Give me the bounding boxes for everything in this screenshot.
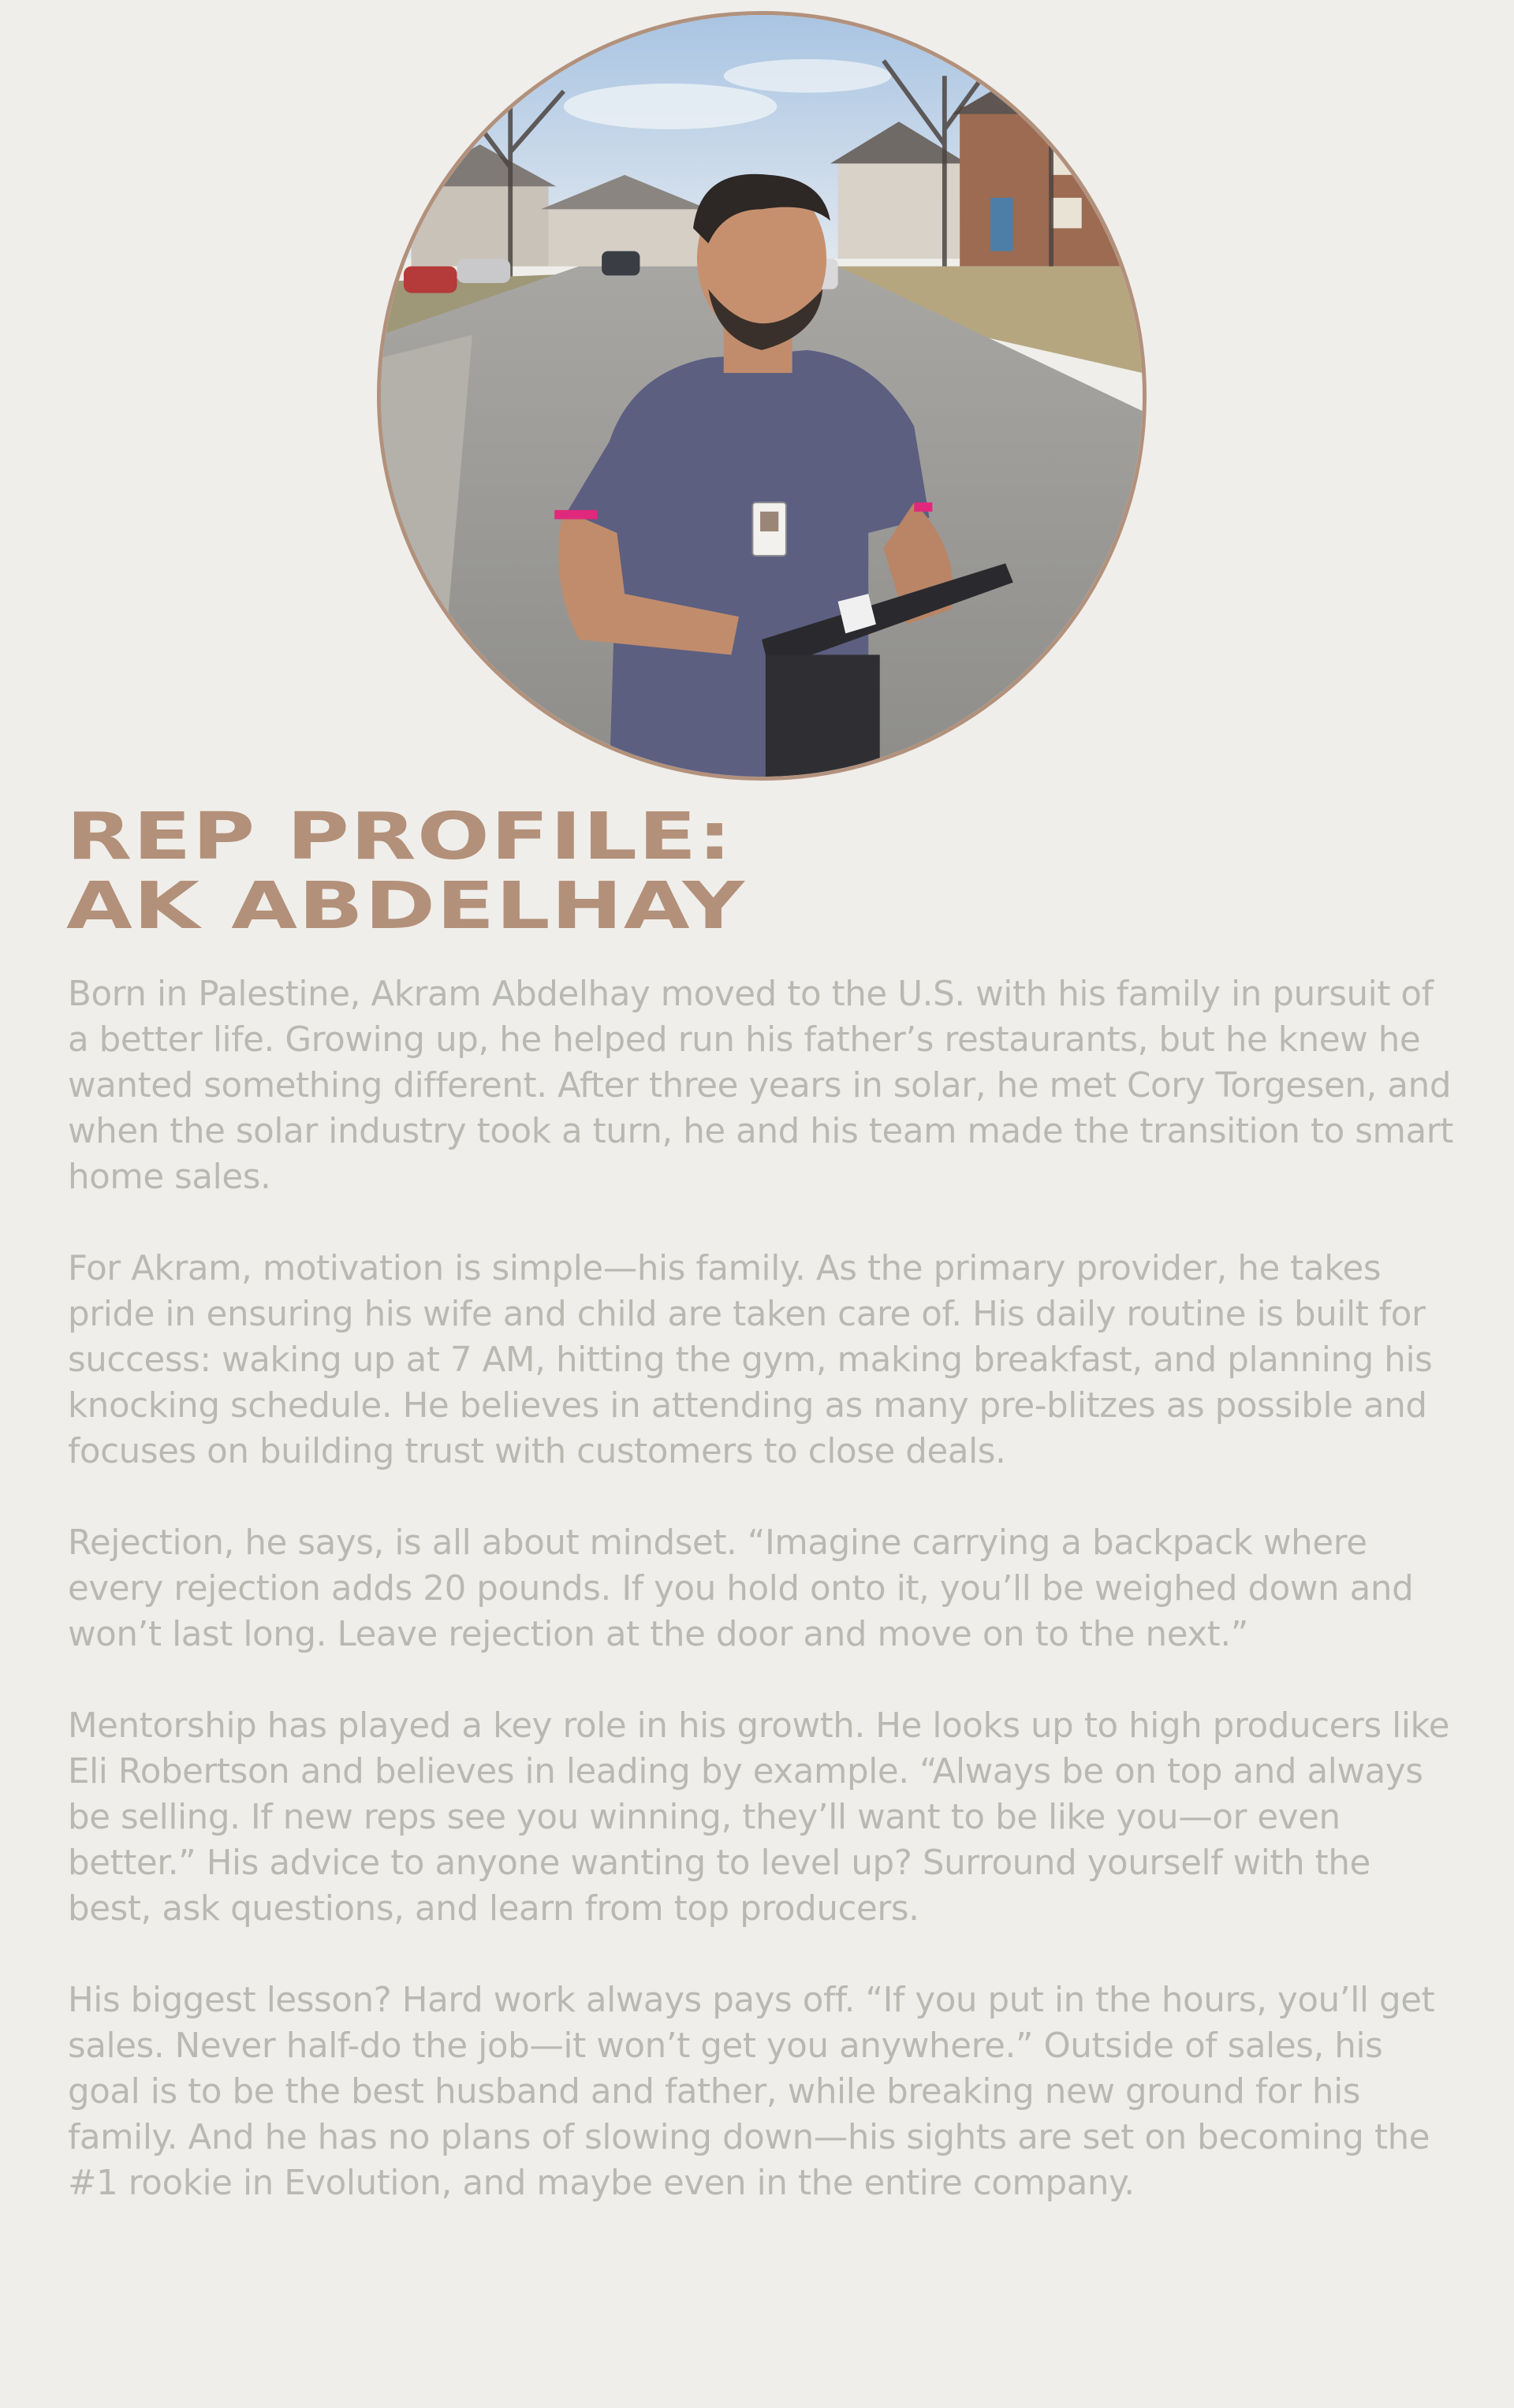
title-line-1: REP PROFILE:	[66, 800, 733, 874]
paragraph-3: Rejection, he says, is all about mindset. “Imagine carrying a backpack where every rejection adds 20 pounds. If you hold onto it, you’ll be weighed down and won’t last long. Leave rejection at the door and move on to the next.”	[68, 1523, 1414, 1654]
profile-body	[68, 971, 1464, 2206]
page-title	[66, 800, 746, 944]
paragraph-1: Born in Palestine, Akram Abdelhay moved to the U.S. with his family in pursuit of a better life. Growing up, he helped run his father’s restaurants, but he knew he wanted something different. After three years in solar, he met Cory Torgesen, and when the solar industry took a turn, he and his team made the transition to smart home sales.	[68, 975, 1453, 1197]
paragraph-5: His biggest lesson? Hard work always pays off. “If you put in the hours, you’ll get sales. Never half-do the job—it won’t get you anywhere.” Outside of sales, his goal is to be the best husband and father, while breaking new ground for his family. And he has no plans of slowing down—his sights are set on becoming the #1 rookie in Evolution, and maybe even in the entire company.	[68, 1981, 1435, 2203]
rep-photo-illustration	[381, 15, 1143, 777]
paragraph-2: For Akram, motivation is simple—his family. As the primary provider, he takes pride in ensuring his wife and child are taken care of. His daily routine is built for success: waking up at 7 AM, hitting the gym, making breakfast, and planning his knocking schedule. He believes in attending as many pre-blitzes as possible and focuses on building trust with customers to close deals.	[68, 1249, 1433, 1471]
paragraph-4: Mentorship has played a key role in his growth. He looks up to high producers like Eli Robertson and believes in leading by example. “Always be on top and always be selling. If new reps see you winning, they’ll want to be like you—or even better.” His advice to anyone wanting to level up? Surround yourself with the best, ask questions, and learn from top producers.	[68, 1706, 1450, 1929]
title-line-2: AK ABDELHAY	[66, 869, 746, 944]
rep-photo	[377, 11, 1147, 781]
